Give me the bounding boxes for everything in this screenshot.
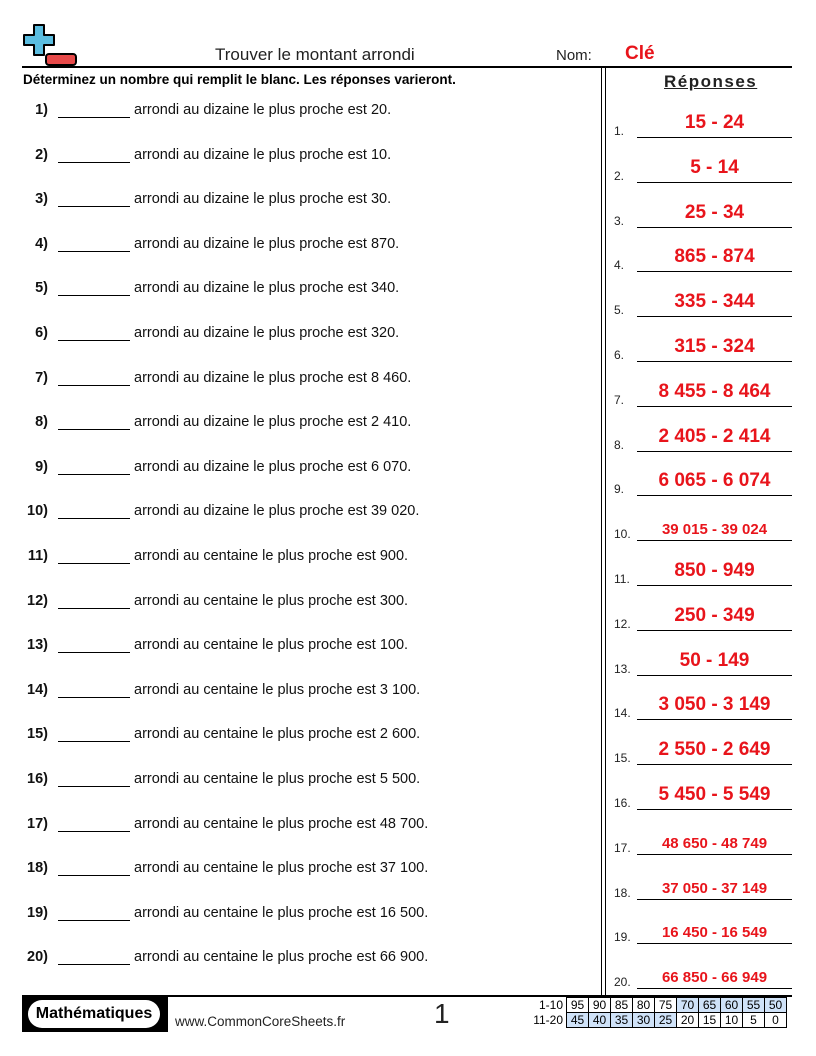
answer-line — [637, 854, 792, 855]
question-number: 1) — [35, 102, 48, 118]
answer-row — [612, 379, 792, 409]
answer-value: 2 405 - 2 414 — [658, 425, 771, 447]
answer-number: 7. — [614, 392, 625, 407]
question-text: arrondi au dizaine le plus proche est 2 410. — [134, 414, 412, 431]
question-row — [0, 102, 600, 122]
answer-line — [637, 899, 792, 900]
answer-blank[interactable] — [58, 697, 130, 698]
answer-blank[interactable] — [58, 964, 130, 965]
name-label: Nom: — [556, 47, 592, 64]
answer-row — [612, 961, 792, 991]
answer-blank[interactable] — [58, 474, 130, 475]
answer-line — [637, 764, 792, 765]
subject-badge-label: Mathématiques — [28, 1000, 160, 1028]
question-row — [0, 637, 600, 657]
question-text: arrondi au dizaine le plus proche est 320. — [134, 325, 400, 341]
score-cell: 65 — [699, 998, 721, 1013]
instructions: Déterminez un nombre qui remplit le blanc. Les réponses varieront. — [23, 72, 456, 87]
answer-line — [637, 271, 792, 272]
answer-line — [637, 719, 792, 720]
answer-value: 335 - 344 — [674, 291, 755, 313]
question-number: 3) — [35, 191, 48, 208]
answer-line — [637, 675, 792, 676]
answer-row — [612, 603, 792, 633]
question-row — [0, 147, 600, 167]
answer-number: 3. — [614, 213, 625, 228]
answer-row — [612, 737, 792, 767]
answer-value: 66 850 - 66 949 — [661, 969, 768, 987]
answer-line — [637, 406, 792, 407]
page-number: 1 — [434, 998, 450, 1029]
answer-value: 39 015 - 39 024 — [661, 521, 768, 539]
answer-line — [637, 316, 792, 317]
score-row — [528, 998, 787, 1013]
question-text: arrondi au centaine le plus proche est 300. — [134, 592, 409, 609]
question-text: arrondi au centaine le plus proche est 66 900. — [134, 949, 429, 966]
question-number: 9) — [35, 458, 48, 475]
worksheet-title: Trouver le montant arrondi — [215, 45, 415, 64]
answer-blank[interactable] — [58, 608, 130, 609]
answer-number: 2. — [614, 168, 625, 183]
answers-title: Réponses — [664, 72, 758, 91]
answer-number: 4. — [614, 258, 625, 273]
question-number: 14) — [27, 681, 48, 698]
answer-line — [637, 809, 792, 810]
answer-value: 6 065 - 6 074 — [658, 470, 771, 492]
answer-value: 3 050 - 3 149 — [658, 694, 771, 716]
question-row — [0, 459, 600, 479]
question-row — [0, 726, 600, 746]
answer-value: 315 - 324 — [674, 336, 755, 357]
score-cell: 40 — [589, 1013, 611, 1028]
score-row — [528, 1013, 787, 1028]
question-row — [0, 548, 600, 568]
question-row — [0, 503, 600, 523]
answer-number: 11. — [614, 572, 630, 586]
question-text: arrondi au centaine le plus proche est 37 100. — [134, 860, 429, 877]
answer-number: 1. — [614, 124, 625, 138]
question-text: arrondi au dizaine le plus proche est 6 070. — [134, 458, 412, 475]
answer-blank[interactable] — [58, 251, 130, 252]
question-row — [0, 771, 600, 791]
question-text: arrondi au centaine le plus proche est 2 600. — [134, 726, 421, 743]
answer-row — [612, 558, 792, 588]
score-cell: 30 — [633, 1013, 655, 1028]
answer-value: 48 650 - 48 749 — [661, 834, 768, 852]
question-row — [0, 682, 600, 702]
answer-line — [637, 540, 792, 541]
answer-number: 15. — [614, 751, 631, 766]
score-cell: 90 — [589, 998, 611, 1013]
subject-badge — [22, 997, 168, 1032]
question-row — [0, 816, 600, 836]
name-value: Clé — [625, 43, 655, 64]
answer-blank[interactable] — [58, 563, 130, 564]
score-cell: 0 — [765, 1013, 787, 1028]
answer-blank[interactable] — [58, 786, 130, 787]
score-cell: 15 — [699, 1013, 721, 1028]
answer-line — [637, 227, 792, 228]
answer-number: 10. — [614, 527, 631, 542]
answer-blank[interactable] — [58, 117, 130, 118]
question-text: arrondi au dizaine le plus proche est 10. — [134, 146, 392, 163]
answer-line — [637, 988, 792, 989]
answer-line — [637, 630, 792, 631]
answer-line — [637, 361, 792, 362]
column-divider — [601, 68, 606, 996]
answer-row — [612, 468, 792, 498]
answer-row — [612, 782, 792, 812]
question-text: arrondi au centaine le plus proche est 5 500. — [134, 771, 421, 787]
question-number: 4) — [35, 235, 48, 252]
score-cell: 25 — [655, 1013, 677, 1028]
question-number: 12) — [27, 592, 48, 609]
answer-value: 2 550 - 2 649 — [658, 739, 771, 761]
answer-number: 19. — [614, 930, 631, 945]
answer-blank[interactable] — [58, 518, 130, 519]
question-number: 6) — [35, 325, 48, 341]
answer-line — [637, 495, 792, 496]
question-text: arrondi au dizaine le plus proche est 870. — [134, 235, 400, 252]
question-number: 15) — [27, 726, 48, 743]
score-cell: 75 — [655, 998, 677, 1013]
question-text: arrondi au centaine le plus proche est 100. — [134, 637, 409, 654]
answer-row — [612, 155, 792, 185]
score-cell: 60 — [721, 998, 743, 1013]
score-cell: 85 — [611, 998, 633, 1013]
score-cell: 10 — [721, 1013, 743, 1028]
question-row — [0, 414, 600, 434]
answer-number: 13. — [614, 661, 631, 676]
answer-line — [637, 943, 792, 944]
question-number: 10) — [27, 503, 48, 520]
question-number: 17) — [27, 815, 48, 832]
answer-row — [612, 289, 792, 319]
question-text: arrondi au centaine le plus proche est 16 500. — [134, 904, 429, 921]
question-text: arrondi au centaine le plus proche est 48 700. — [134, 815, 429, 832]
question-number: 19) — [27, 904, 48, 921]
answer-row — [612, 872, 792, 902]
answer-line — [637, 137, 792, 138]
question-row — [0, 905, 600, 925]
question-text: arrondi au dizaine le plus proche est 8 460. — [134, 369, 412, 386]
answer-number: 9. — [614, 482, 625, 497]
score-cell: 70 — [677, 998, 699, 1013]
answer-value: 850 - 949 — [674, 560, 755, 581]
plus-minus-icon — [22, 23, 78, 67]
answer-line — [637, 585, 792, 586]
answer-blank[interactable] — [58, 340, 130, 341]
question-row — [0, 191, 600, 211]
question-text: arrondi au centaine le plus proche est 3 100. — [134, 681, 421, 698]
question-number: 2) — [35, 146, 48, 163]
score-range-label: 1-10 — [538, 998, 563, 1012]
question-number: 13) — [27, 637, 48, 654]
score-cell: 35 — [611, 1013, 633, 1028]
answer-line — [637, 451, 792, 452]
answer-value: 25 - 34 — [684, 201, 745, 223]
answer-number: 6. — [614, 348, 625, 362]
score-range-label: 11-20 — [533, 1013, 563, 1027]
answer-value: 37 050 - 37 149 — [661, 879, 768, 897]
answer-number: 18. — [614, 885, 631, 900]
answer-number: 8. — [614, 437, 625, 452]
answer-row — [612, 334, 792, 364]
answer-value: 8 455 - 8 464 — [658, 380, 771, 402]
answer-number: 20. — [614, 975, 631, 990]
question-row — [0, 280, 600, 300]
answer-blank[interactable] — [58, 920, 130, 921]
score-cell: 20 — [677, 1013, 699, 1028]
answer-number: 16. — [614, 796, 631, 810]
answer-value: 5 450 - 5 549 — [658, 784, 771, 805]
answer-value: 250 - 349 — [674, 604, 755, 626]
answer-row — [612, 424, 792, 454]
answer-value: 50 - 149 — [679, 649, 750, 671]
answer-row — [612, 648, 792, 678]
footer-url: www.CommonCoreSheets.fr — [175, 1014, 346, 1029]
score-table — [528, 997, 787, 1028]
answer-value: 16 450 - 16 549 — [661, 924, 768, 942]
answer-number: 5. — [614, 303, 625, 318]
score-cell: 95 — [567, 998, 589, 1013]
question-text: arrondi au dizaine le plus proche est 20. — [134, 102, 392, 118]
question-number: 16) — [27, 771, 48, 787]
answer-row — [612, 200, 792, 230]
answer-blank[interactable] — [58, 652, 130, 653]
question-text: arrondi au dizaine le plus proche est 30. — [134, 191, 392, 208]
question-row — [0, 325, 600, 345]
question-number: 8) — [35, 414, 48, 431]
question-number: 11) — [27, 548, 48, 564]
question-text: arrondi au centaine le plus proche est 900. — [134, 548, 409, 564]
answer-blank[interactable] — [58, 429, 130, 430]
score-cell: 55 — [743, 998, 765, 1013]
question-row — [0, 236, 600, 256]
question-text: arrondi au dizaine le plus proche est 39 020. — [134, 503, 420, 520]
answer-row — [612, 110, 792, 140]
answer-blank[interactable] — [58, 875, 130, 876]
answer-blank[interactable] — [58, 206, 130, 207]
question-row — [0, 860, 600, 880]
score-cell: 45 — [567, 1013, 589, 1028]
question-number: 7) — [35, 369, 48, 386]
question-number: 5) — [35, 280, 48, 297]
question-number: 18) — [27, 860, 48, 877]
question-row — [0, 949, 600, 969]
question-text: arrondi au dizaine le plus proche est 340. — [134, 280, 400, 297]
question-number: 20) — [27, 949, 48, 966]
answer-row — [612, 513, 792, 543]
answer-blank[interactable] — [58, 831, 130, 832]
answer-number: 12. — [614, 616, 631, 631]
header-rule — [22, 66, 792, 68]
score-cell: 50 — [765, 998, 787, 1013]
score-cell: 80 — [633, 998, 655, 1013]
answer-blank[interactable] — [58, 162, 130, 163]
answer-blank[interactable] — [58, 741, 130, 742]
answer-value: 15 - 24 — [684, 112, 745, 133]
answer-row — [612, 692, 792, 722]
answer-row — [612, 916, 792, 946]
answer-value: 5 - 14 — [690, 156, 739, 178]
answer-line — [637, 182, 792, 183]
answer-row — [612, 827, 792, 857]
answer-blank[interactable] — [58, 385, 130, 386]
question-row — [0, 370, 600, 390]
answer-row — [612, 244, 792, 274]
answer-number: 17. — [614, 840, 631, 855]
score-cell: 5 — [743, 1013, 765, 1028]
answer-value: 865 - 874 — [674, 246, 755, 268]
question-row — [0, 593, 600, 613]
answer-number: 14. — [614, 706, 631, 721]
answer-blank[interactable] — [58, 295, 130, 296]
